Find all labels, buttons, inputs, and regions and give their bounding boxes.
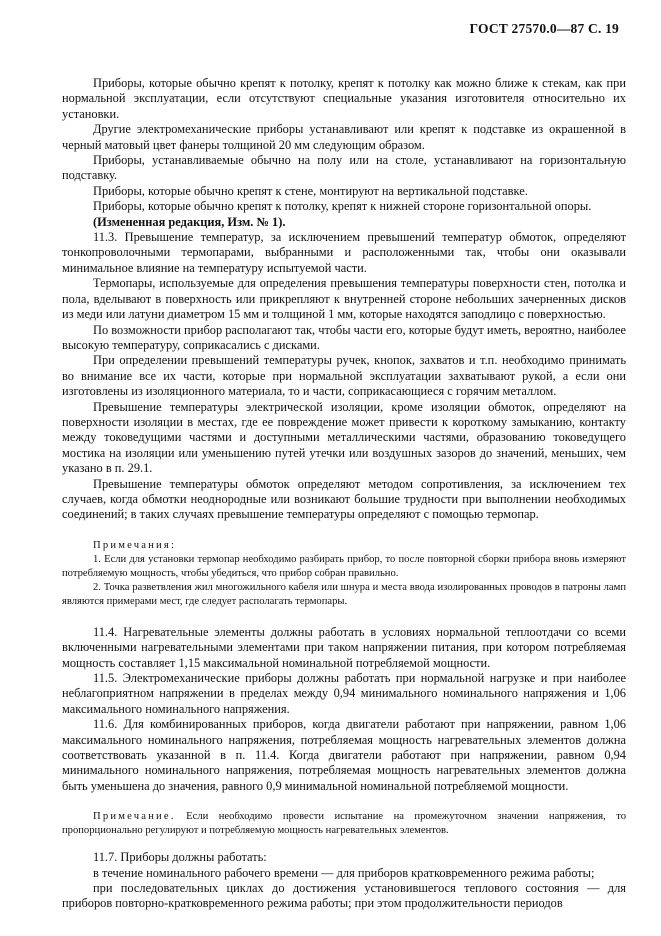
paragraph: при последовательных циклах до достижения установившегося теплового состояния — для приборов повторно-кратковременного режима работы; при этом продолжительности периодов <box>62 881 626 911</box>
paragraph: в течение номинального рабочего времени — для приборов кратковременного режима работы; <box>93 865 595 880</box>
paragraph-11-6: 11.6. Для комбинированных приборов, когда двигатели работают при напряжении, равном 1,06 максимального номинального напряжения, потребляемая мощность нагревательных элементов должна соответствовать указанной в п. 11.4. Когда двигатели работают при напряжении, равном 0,94 минимального номинального напряжения, потребляемая мощность нагревательных элементов должна быть уменьшена до значения, равного 0,9 минимальной номинальной потребляемой мощности. <box>62 717 626 793</box>
spacer <box>62 523 626 539</box>
paragraph: Термопары, используемые для определения превышения температуры поверхности стен, потолка и пола, вделывают в поверхность или прикрепляют к внутренней стороне небольших зачерненных дисков из меди или латуни диаметром 15 мм и толщиной 1 мм, которые находятся заподлицо с поверхностью. <box>62 276 626 322</box>
paragraph-11-5: 11.5. Электромеханические приборы должны работать при нормальной нагрузке и при наиболее неблагоприятном напряжении в пределах между 0,94 минимального номинального напряжения и 1,06 максимального номинального напряжения. <box>62 671 626 716</box>
spacer <box>62 794 626 810</box>
paragraph: Приборы, устанавливаемые обычно на полу или на столе, устанавливают на горизонтальную подставку. <box>62 153 626 183</box>
paragraph: Другие электромеханические приборы устанавливают или крепят к подставке из окрашенной в черный матовый цвет фанеры толщиной 20 мм следующим образом. <box>62 122 626 152</box>
paragraph: Превышение температуры электрической изоляции, кроме изоляции обмоток, определяют на поверхности изоляции в местах, где ее повреждение может привести к короткому замыканию, контакту между токоведущими частями и доступными металлическими частями, образованию токоведущего мостика на изоляции или уменьшению путей утечки или воздушных зазоров до значений, меньших, чем указано в п. 29.1. <box>62 399 626 476</box>
page-body <box>62 76 626 912</box>
spacer <box>62 838 626 850</box>
paragraph-11-7: 11.7. Приборы должны работать: <box>93 850 267 865</box>
amendment-note: (Измененная редакция, Изм. № 1). <box>93 214 286 229</box>
note-text: Если необходимо провести испытание на промежуточном значении напряжения, то пропорционально регулируют и потребляемую мощность нагревательных элементов. <box>62 811 626 837</box>
note-item: 2. Точка разветвления жил многожильного кабеля или шнура и места ввода изолированных проводов в патроны ламп являются примерами мест, где следует располагать термопары. <box>62 581 626 607</box>
page-header: ГОСТ 27570.0—87 С. 19 <box>469 21 619 36</box>
paragraph: При определении превышений температуры ручек, кнопок, захватов и т.п. необходимо принимать во внимание все их части, которые при нормальной эксплуатации захватывают рукой, а если они изготовлены из изоляционного материала, то и части, соприкасающиеся с горячим металлом. <box>62 353 626 399</box>
paragraph: По возможности прибор располагают так, чтобы части его, которые будут иметь, вероятно, наиболее высокую температуру, соприкасались с дисками. <box>62 322 627 352</box>
paragraph-11-4: 11.4. Нагревательные элементы должны работать в условиях нормальной теплоотдачи со всеми включенными нагревательными элементами при таком напряжении питания, при котором потребляемая мощность составляет 1,15 максимальной номинальной потребляемой мощности. <box>62 624 626 670</box>
note-single <box>62 810 626 838</box>
paragraph: Превышение температуры обмоток определяют методом сопротивления, за исключением тех случаев, когда обмотки неоднородные или возникают большие трудности при выполнении необходимых соединений; в таких случаях превышение температуры определяют с помощью термопар. <box>62 476 626 522</box>
spacer <box>62 609 626 625</box>
paragraph: Приборы, которые обычно крепят к потолку, крепят к потолку как можно ближе к стекам, как при нормальной эксплуатации, если отсутствуют специальные указания изготовителя относительно их установки. <box>62 76 626 121</box>
paragraph: Приборы, которые обычно крепят к потолку, крепят к нижней стороне горизонтальной опоры. <box>93 199 592 214</box>
notes-title: Примечания: <box>93 539 177 551</box>
note-item: 1. Если для установки термопар необходимо разбирать прибор, то после повторной сборки прибора вновь измеряют потребляемую мощность, чтобы убедиться, что прибор собран правильно. <box>62 553 626 579</box>
paragraph: Приборы, которые обычно крепят к стене, монтируют на вертикальной подставке. <box>93 183 528 198</box>
paragraph-11-3: 11.3. Превышение температур, за исключением превышений температур обмоток, определяют тонкопроволочными термопарами, выбранными и расположенными так, чтобы они оказывали минимальное влияние на температуру испытуемой части. <box>62 230 626 275</box>
note-label: Примечание. <box>93 811 176 823</box>
